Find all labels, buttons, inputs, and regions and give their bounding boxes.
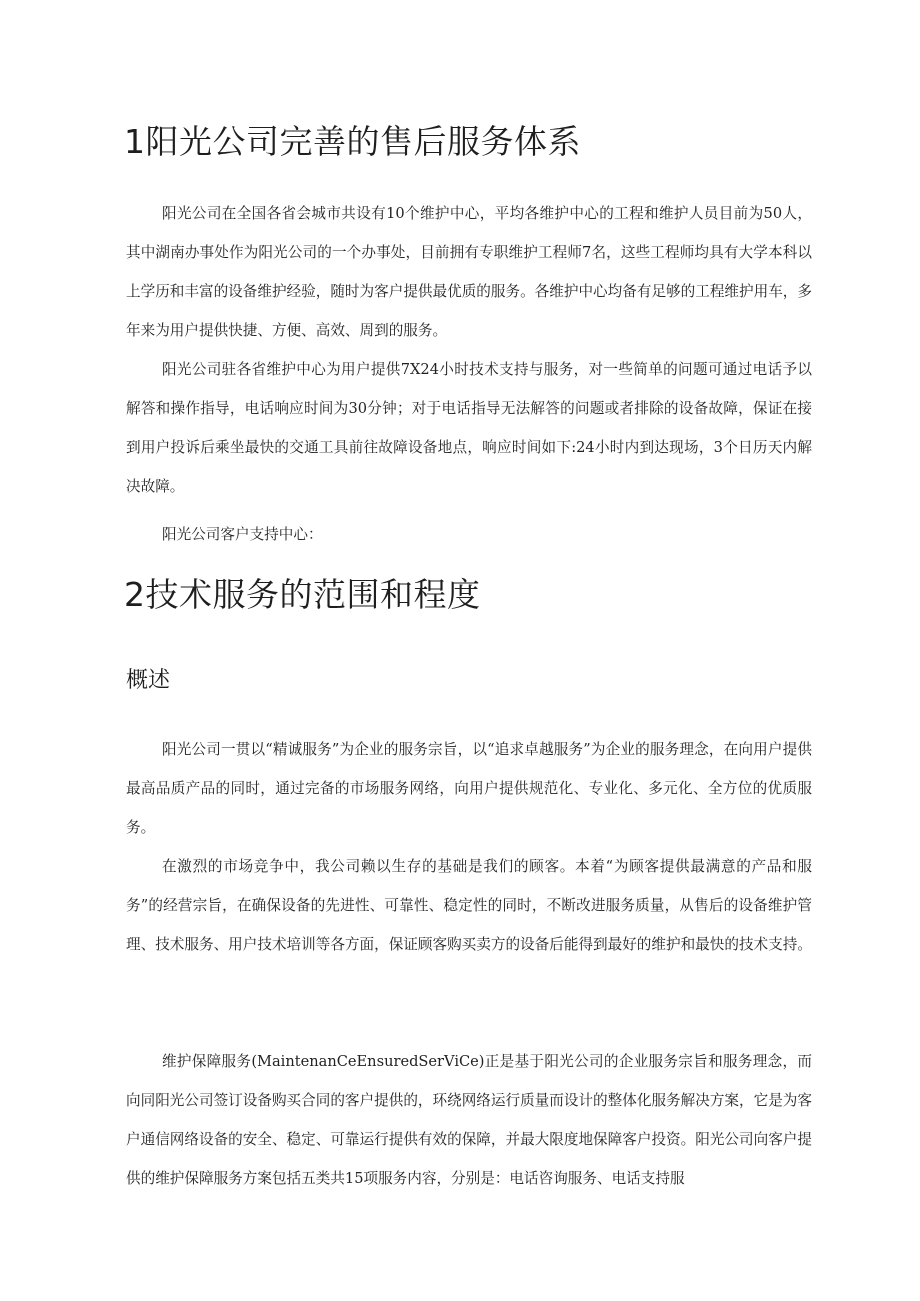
overview-subheading: 概述 xyxy=(126,668,171,693)
section-1-paragraph-2: 阳光公司驻各省维护中心为用户提供7X24小时技术支持与服务，对一些简单的问题可通过电话予以解答和操作指导，电话响应时间为30分钟；对于电话指导无法解答的问题或者排除的设备故障，保证在接到用户投诉后乘坐最快的交通工具前往故障设备地点，响应时间如下:24小时内到达现场，3个日历天内解决故障。 xyxy=(126,361,812,495)
section-1-heading: 1阳光公司完善的售后服务体系 xyxy=(124,122,581,161)
section-1-paragraph-1: 阳光公司在全国各省会城市共设有10个维护中心，平均各维护中心的工程和维护人员目前为50人，其中湖南办事处作为阳光公司的一个办事处，目前拥有专职维护工程师7名，这些工程师均具有大学本科以上学历和丰富的设备维护经验，随时为客户提供最优质的服务。各维护中心均备有足够的工程维护用车，多年来为用户提供快捷、方便、高效、周到的服务。 xyxy=(126,205,812,339)
section-2-heading: 2技术服务的范围和程度 xyxy=(124,575,481,614)
section-2-paragraph-2: 在激烈的市场竞争中，我公司赖以生存的基础是我们的顾客。本着“为顾客提供最满意的产品和服务”的经营宗旨，在确保设备的先进性、可靠性、稳定性的同时，不断改进服务质量，从售后的设备维护管理、技术服务、用户技术培训等各方面，保证顾客购买卖方的设备后能得到最好的维护和最快的技术支持。 xyxy=(126,858,812,953)
section-2-paragraph-3: 维护保障服务(MaintenanCeEnsuredSerViCe)正是基于阳光公司的企业服务宗旨和服务理念，而向同阳光公司签订设备购买合同的客户提供的，环绕网络运行质量而设计的整体化服务解决方案，它是为客户通信网络设备的安全、稳定、可靠运行提供有效的保障，并最大限度地保障客户投资。阳光公司向客户提供的维护保障服务方案包括五类共15项服务内容，分别是：电话咨询服务、电话支持服 xyxy=(126,1053,812,1187)
section-1-paragraph-3: 阳光公司客户支持中心： xyxy=(162,526,323,543)
section-2-paragraph-1: 阳光公司一贯以“精诚服务”为企业的服务宗旨，以“追求卓越服务”为企业的服务理念，在向用户提供最高品质产品的同时，通过完备的市场服务网络，向用户提供规范化、专业化、多元化、全方位的优质服务。 xyxy=(126,741,812,836)
